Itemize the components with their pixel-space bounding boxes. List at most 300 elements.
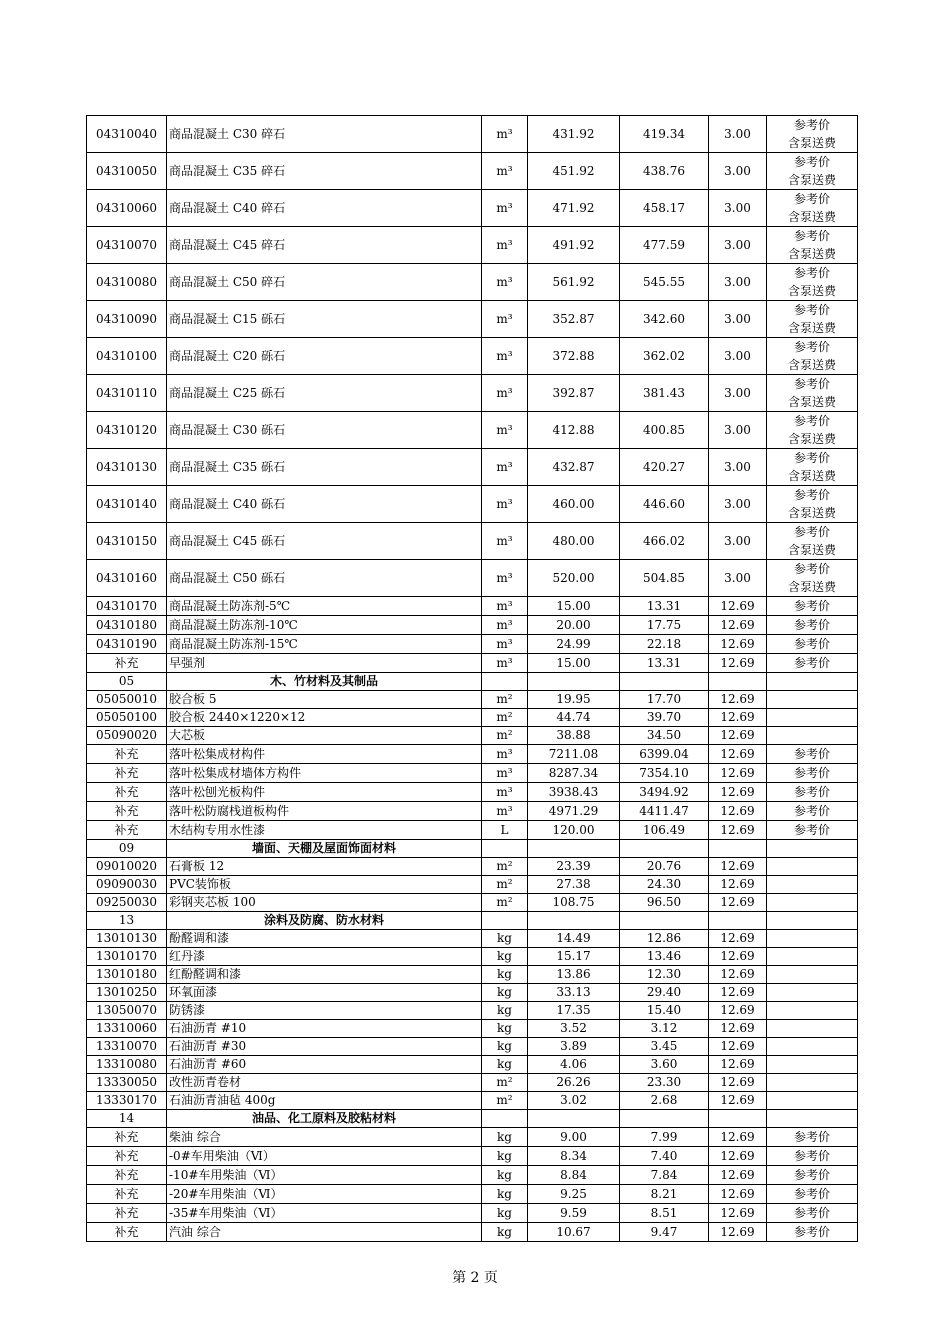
item-unit xyxy=(482,673,528,691)
price-without-tax: 8.51 xyxy=(620,1204,709,1223)
item-code: 补充 xyxy=(87,1147,167,1166)
item-unit: m³ xyxy=(482,116,528,153)
tax-rate: 12.69 xyxy=(709,1092,767,1110)
price-without-tax: 545.55 xyxy=(620,264,709,301)
item-code: 05050100 xyxy=(87,709,167,727)
item-note xyxy=(767,1038,858,1056)
price-without-tax: 400.85 xyxy=(620,412,709,449)
table-row xyxy=(87,597,858,616)
price-with-tax: 10.67 xyxy=(528,1223,620,1242)
price-without-tax: 381.43 xyxy=(620,375,709,412)
price-with-tax: 7211.08 xyxy=(528,745,620,764)
tax-rate: 12.69 xyxy=(709,1002,767,1020)
item-name: 商品混凝土 C50 碎石 xyxy=(167,264,482,301)
tax-rate: 12.69 xyxy=(709,1223,767,1242)
table-row xyxy=(87,894,858,912)
table-row xyxy=(87,1038,858,1056)
price-with-tax: 8.84 xyxy=(528,1166,620,1185)
item-code: 补充 xyxy=(87,1128,167,1147)
item-code: 04310140 xyxy=(87,486,167,523)
table-row xyxy=(87,691,858,709)
price-without-tax: 2.68 xyxy=(620,1092,709,1110)
tax-rate: 12.69 xyxy=(709,966,767,984)
item-note xyxy=(767,966,858,984)
item-note xyxy=(767,1204,858,1223)
note-reference-price: 参考价 xyxy=(793,823,830,837)
item-name: 商品混凝土 C40 砾石 xyxy=(167,486,482,523)
item-name: -20#车用柴油（Ⅵ） xyxy=(167,1185,482,1204)
item-name: 油品、化工原料及胶粘材料 xyxy=(167,1110,482,1128)
tax-rate: 3.00 xyxy=(709,227,767,264)
item-note xyxy=(767,1056,858,1074)
item-note xyxy=(767,691,858,709)
table-row xyxy=(87,227,858,264)
item-unit: m³ xyxy=(482,227,528,264)
item-unit: m³ xyxy=(482,783,528,802)
table-row xyxy=(87,1204,858,1223)
tax-rate: 12.69 xyxy=(709,1166,767,1185)
price-without-tax: 9.47 xyxy=(620,1223,709,1242)
note-pump-fee: 含泵送费 xyxy=(787,136,836,150)
item-unit: m³ xyxy=(482,635,528,654)
item-name: 商品混凝土 C25 砾石 xyxy=(167,375,482,412)
item-code: 04310040 xyxy=(87,116,167,153)
item-unit: m³ xyxy=(482,153,528,190)
price-with-tax: 15.00 xyxy=(528,597,620,616)
table-row xyxy=(87,802,858,821)
price-with-tax xyxy=(528,1110,620,1128)
table-row xyxy=(87,116,858,153)
item-name: 落叶松刨光板构件 xyxy=(167,783,482,802)
price-with-tax: 3938.43 xyxy=(528,783,620,802)
price-without-tax: 39.70 xyxy=(620,709,709,727)
item-name: 红丹漆 xyxy=(167,948,482,966)
price-without-tax xyxy=(620,1110,709,1128)
item-unit: kg xyxy=(482,1185,528,1204)
item-name: 酚醛调和漆 xyxy=(167,930,482,948)
item-code: 05 xyxy=(87,673,167,691)
tax-rate: 12.69 xyxy=(709,930,767,948)
item-unit: m³ xyxy=(482,486,528,523)
price-without-tax: 446.60 xyxy=(620,486,709,523)
item-name: 商品混凝土 C30 砾石 xyxy=(167,412,482,449)
price-with-tax: 15.00 xyxy=(528,654,620,673)
item-name: PVC装饰板 xyxy=(167,876,482,894)
item-unit: kg xyxy=(482,948,528,966)
table-row xyxy=(87,1223,858,1242)
item-note xyxy=(767,616,858,635)
item-name: 石油沥青油毡 400g xyxy=(167,1092,482,1110)
price-without-tax: 504.85 xyxy=(620,560,709,597)
table-row xyxy=(87,1020,858,1038)
item-unit: m² xyxy=(482,709,528,727)
item-unit: kg xyxy=(482,1204,528,1223)
item-code: 补充 xyxy=(87,802,167,821)
item-code: 09250030 xyxy=(87,894,167,912)
item-name: 商品混凝土 C45 砾石 xyxy=(167,523,482,560)
item-code: 14 xyxy=(87,1110,167,1128)
price-with-tax: 15.17 xyxy=(528,948,620,966)
item-name: 落叶松集成材构件 xyxy=(167,745,482,764)
note-pump-fee: 含泵送费 xyxy=(787,432,836,446)
item-unit: kg xyxy=(482,1038,528,1056)
item-note xyxy=(767,1166,858,1185)
tax-rate: 12.69 xyxy=(709,727,767,745)
price-without-tax: 7.99 xyxy=(620,1128,709,1147)
item-note xyxy=(767,858,858,876)
price-with-tax: 33.13 xyxy=(528,984,620,1002)
note-pump-fee: 含泵送费 xyxy=(787,469,836,483)
tax-rate: 3.00 xyxy=(709,412,767,449)
item-code: 13310080 xyxy=(87,1056,167,1074)
item-note xyxy=(767,876,858,894)
table-row xyxy=(87,966,858,984)
note-reference-price: 参考价 xyxy=(793,656,830,670)
price-without-tax: 17.70 xyxy=(620,691,709,709)
tax-rate: 3.00 xyxy=(709,486,767,523)
table-row xyxy=(87,821,858,840)
note-reference-price: 参考价 xyxy=(793,1130,830,1144)
price-with-tax xyxy=(528,840,620,858)
price-with-tax: 9.25 xyxy=(528,1185,620,1204)
tax-rate: 12.69 xyxy=(709,894,767,912)
table-row xyxy=(87,1128,858,1147)
table-row xyxy=(87,709,858,727)
table-row xyxy=(87,948,858,966)
item-unit: m³ xyxy=(482,190,528,227)
item-code: 05050010 xyxy=(87,691,167,709)
item-unit: m³ xyxy=(482,449,528,486)
item-code: 13310070 xyxy=(87,1038,167,1056)
price-without-tax: 362.02 xyxy=(620,338,709,375)
price-with-tax: 4.06 xyxy=(528,1056,620,1074)
note-reference-price: 参考价 xyxy=(793,488,830,502)
item-unit: m³ xyxy=(482,802,528,821)
table-row xyxy=(87,727,858,745)
item-name: 墙面、天棚及屋面饰面材料 xyxy=(167,840,482,858)
item-note xyxy=(767,449,858,486)
price-without-tax: 15.40 xyxy=(620,1002,709,1020)
price-without-tax: 3.45 xyxy=(620,1038,709,1056)
tax-rate xyxy=(709,673,767,691)
item-unit: m³ xyxy=(482,616,528,635)
item-name: -35#车用柴油（Ⅵ） xyxy=(167,1204,482,1223)
item-name: 商品混凝土 C40 碎石 xyxy=(167,190,482,227)
table-row xyxy=(87,764,858,783)
tax-rate: 3.00 xyxy=(709,375,767,412)
item-code: 09090030 xyxy=(87,876,167,894)
item-code: 补充 xyxy=(87,745,167,764)
price-with-tax: 19.95 xyxy=(528,691,620,709)
table-row xyxy=(87,635,858,654)
note-reference-price: 参考价 xyxy=(793,1149,830,1163)
item-unit: kg xyxy=(482,1056,528,1074)
price-with-tax: 13.86 xyxy=(528,966,620,984)
note-reference-price: 参考价 xyxy=(793,804,830,818)
item-unit: m³ xyxy=(482,523,528,560)
tax-rate: 3.00 xyxy=(709,449,767,486)
price-with-tax: 3.02 xyxy=(528,1092,620,1110)
table-row xyxy=(87,1002,858,1020)
note-reference-price: 参考价 xyxy=(793,766,830,780)
item-note xyxy=(767,523,858,560)
tax-rate xyxy=(709,840,767,858)
tax-rate: 12.69 xyxy=(709,858,767,876)
item-note xyxy=(767,673,858,691)
price-without-tax: 20.76 xyxy=(620,858,709,876)
item-code: 13010170 xyxy=(87,948,167,966)
price-without-tax: 458.17 xyxy=(620,190,709,227)
table-row xyxy=(87,930,858,948)
page-footer xyxy=(0,1267,950,1287)
item-unit: m² xyxy=(482,876,528,894)
item-name: 落叶松集成材墙体方构件 xyxy=(167,764,482,783)
price-without-tax: 96.50 xyxy=(620,894,709,912)
item-name: 涂料及防腐、防水材料 xyxy=(167,912,482,930)
item-note xyxy=(767,821,858,840)
price-with-tax: 108.75 xyxy=(528,894,620,912)
note-pump-fee: 含泵送费 xyxy=(787,210,836,224)
item-code: 13010250 xyxy=(87,984,167,1002)
item-note xyxy=(767,1092,858,1110)
item-note xyxy=(767,412,858,449)
price-without-tax: 106.49 xyxy=(620,821,709,840)
item-code: 05090020 xyxy=(87,727,167,745)
item-name: 木、竹材料及其制品 xyxy=(167,673,482,691)
category-row xyxy=(87,1110,858,1128)
item-name: 彩钢夹芯板 100 xyxy=(167,894,482,912)
note-reference-price: 参考价 xyxy=(793,1206,830,1220)
table-row xyxy=(87,783,858,802)
tax-rate xyxy=(709,912,767,930)
item-note xyxy=(767,116,858,153)
item-code: 补充 xyxy=(87,821,167,840)
item-code: 04310100 xyxy=(87,338,167,375)
tax-rate: 3.00 xyxy=(709,301,767,338)
tax-rate: 12.69 xyxy=(709,821,767,840)
price-without-tax: 22.18 xyxy=(620,635,709,654)
price-with-tax: 392.87 xyxy=(528,375,620,412)
price-table-body xyxy=(87,116,858,1242)
price-with-tax: 352.87 xyxy=(528,301,620,338)
item-code: 04310110 xyxy=(87,375,167,412)
item-note xyxy=(767,597,858,616)
tax-rate: 12.69 xyxy=(709,635,767,654)
price-without-tax: 34.50 xyxy=(620,727,709,745)
price-without-tax: 12.86 xyxy=(620,930,709,948)
tax-rate xyxy=(709,1110,767,1128)
item-code: 04310060 xyxy=(87,190,167,227)
item-code: 04310080 xyxy=(87,264,167,301)
note-reference-price: 参考价 xyxy=(793,618,830,632)
item-code: 补充 xyxy=(87,764,167,783)
table-row xyxy=(87,412,858,449)
table-row xyxy=(87,301,858,338)
tax-rate: 12.69 xyxy=(709,1056,767,1074)
item-note xyxy=(767,745,858,764)
item-unit: m³ xyxy=(482,412,528,449)
table-row xyxy=(87,1092,858,1110)
tax-rate: 3.00 xyxy=(709,338,767,375)
note-reference-price: 参考价 xyxy=(793,747,830,761)
item-name: 胶合板 5 xyxy=(167,691,482,709)
price-without-tax: 13.46 xyxy=(620,948,709,966)
item-unit: kg xyxy=(482,984,528,1002)
price-without-tax xyxy=(620,673,709,691)
item-code: 04310180 xyxy=(87,616,167,635)
item-unit: m² xyxy=(482,1074,528,1092)
note-reference-price: 参考价 xyxy=(793,1225,830,1239)
item-name: 商品混凝土 C50 砾石 xyxy=(167,560,482,597)
tax-rate: 12.69 xyxy=(709,654,767,673)
item-note xyxy=(767,190,858,227)
note-pump-fee: 含泵送费 xyxy=(787,321,836,335)
item-name: 石膏板 12 xyxy=(167,858,482,876)
table-row xyxy=(87,1147,858,1166)
item-code: 13310060 xyxy=(87,1020,167,1038)
item-name: 石油沥青 #10 xyxy=(167,1020,482,1038)
price-without-tax: 24.30 xyxy=(620,876,709,894)
tax-rate: 12.69 xyxy=(709,802,767,821)
item-note xyxy=(767,930,858,948)
price-with-tax: 17.35 xyxy=(528,1002,620,1020)
item-note xyxy=(767,153,858,190)
item-name: 红酚醛调和漆 xyxy=(167,966,482,984)
item-code: 补充 xyxy=(87,783,167,802)
table-row xyxy=(87,1166,858,1185)
tax-rate: 12.69 xyxy=(709,876,767,894)
price-without-tax: 23.30 xyxy=(620,1074,709,1092)
note-pump-fee: 含泵送费 xyxy=(787,358,836,372)
note-reference-price: 参考价 xyxy=(793,266,830,280)
item-name: 商品混凝土 C20 砾石 xyxy=(167,338,482,375)
tax-rate: 12.69 xyxy=(709,691,767,709)
item-unit: m³ xyxy=(482,764,528,783)
item-code: 04310130 xyxy=(87,449,167,486)
price-with-tax xyxy=(528,673,620,691)
item-unit: m³ xyxy=(482,301,528,338)
price-table xyxy=(86,115,858,1242)
category-row xyxy=(87,840,858,858)
price-without-tax: 4411.47 xyxy=(620,802,709,821)
price-without-tax xyxy=(620,840,709,858)
table-row xyxy=(87,654,858,673)
page-number: 第 2 页 xyxy=(452,1270,498,1286)
tax-rate: 3.00 xyxy=(709,153,767,190)
item-note xyxy=(767,948,858,966)
item-code: 13010180 xyxy=(87,966,167,984)
price-with-tax: 561.92 xyxy=(528,264,620,301)
note-reference-price: 参考价 xyxy=(793,599,830,613)
item-code: 09010020 xyxy=(87,858,167,876)
tax-rate: 12.69 xyxy=(709,764,767,783)
price-without-tax xyxy=(620,912,709,930)
price-with-tax: 451.92 xyxy=(528,153,620,190)
item-note xyxy=(767,654,858,673)
item-unit: m² xyxy=(482,691,528,709)
item-unit: m² xyxy=(482,727,528,745)
price-without-tax: 438.76 xyxy=(620,153,709,190)
price-with-tax: 372.88 xyxy=(528,338,620,375)
table-row xyxy=(87,375,858,412)
price-with-tax: 26.26 xyxy=(528,1074,620,1092)
price-without-tax: 3.60 xyxy=(620,1056,709,1074)
item-code: 补充 xyxy=(87,1223,167,1242)
item-note xyxy=(767,802,858,821)
note-reference-price: 参考价 xyxy=(793,118,830,132)
item-name: 商品混凝土 C45 碎石 xyxy=(167,227,482,264)
item-name: 改性沥青卷材 xyxy=(167,1074,482,1092)
item-note xyxy=(767,984,858,1002)
note-pump-fee: 含泵送费 xyxy=(787,543,836,557)
price-with-tax: 20.00 xyxy=(528,616,620,635)
item-name: 汽油 综合 xyxy=(167,1223,482,1242)
tax-rate: 12.69 xyxy=(709,616,767,635)
table-row xyxy=(87,153,858,190)
item-name: 大芯板 xyxy=(167,727,482,745)
table-row xyxy=(87,745,858,764)
item-note xyxy=(767,783,858,802)
price-without-tax: 3494.92 xyxy=(620,783,709,802)
table-row xyxy=(87,190,858,227)
item-code: 09 xyxy=(87,840,167,858)
tax-rate: 12.69 xyxy=(709,783,767,802)
item-unit: m³ xyxy=(482,560,528,597)
note-reference-price: 参考价 xyxy=(793,451,830,465)
price-without-tax: 8.21 xyxy=(620,1185,709,1204)
price-without-tax: 12.30 xyxy=(620,966,709,984)
price-without-tax: 420.27 xyxy=(620,449,709,486)
item-name: -0#车用柴油（Ⅵ） xyxy=(167,1147,482,1166)
category-row xyxy=(87,912,858,930)
price-without-tax: 6399.04 xyxy=(620,745,709,764)
item-code: 04310150 xyxy=(87,523,167,560)
item-name: 商品混凝土防冻剂-15℃ xyxy=(167,635,482,654)
note-reference-price: 参考价 xyxy=(793,229,830,243)
item-code: 补充 xyxy=(87,1166,167,1185)
price-with-tax: 432.87 xyxy=(528,449,620,486)
item-unit: m³ xyxy=(482,338,528,375)
tax-rate: 12.69 xyxy=(709,1147,767,1166)
tax-rate: 12.69 xyxy=(709,948,767,966)
item-unit: m² xyxy=(482,894,528,912)
price-with-tax: 23.39 xyxy=(528,858,620,876)
tax-rate: 12.69 xyxy=(709,984,767,1002)
price-with-tax: 38.88 xyxy=(528,727,620,745)
note-reference-price: 参考价 xyxy=(793,637,830,651)
item-unit xyxy=(482,1110,528,1128)
table-row xyxy=(87,1056,858,1074)
note-reference-price: 参考价 xyxy=(793,192,830,206)
note-reference-price: 参考价 xyxy=(793,785,830,799)
price-without-tax: 466.02 xyxy=(620,523,709,560)
item-name: 商品混凝土 C15 砾石 xyxy=(167,301,482,338)
table-row xyxy=(87,338,858,375)
tax-rate: 12.69 xyxy=(709,1185,767,1204)
item-name: 石油沥青 #30 xyxy=(167,1038,482,1056)
price-with-tax: 8287.34 xyxy=(528,764,620,783)
item-code: 13330050 xyxy=(87,1074,167,1092)
price-with-tax: 480.00 xyxy=(528,523,620,560)
note-reference-price: 参考价 xyxy=(793,155,830,169)
note-reference-price: 参考价 xyxy=(793,1187,830,1201)
note-pump-fee: 含泵送费 xyxy=(787,173,836,187)
item-name: 胶合板 2440×1220×12 xyxy=(167,709,482,727)
price-with-tax: 120.00 xyxy=(528,821,620,840)
item-note xyxy=(767,264,858,301)
item-name: 商品混凝土 C35 砾石 xyxy=(167,449,482,486)
price-with-tax: 27.38 xyxy=(528,876,620,894)
